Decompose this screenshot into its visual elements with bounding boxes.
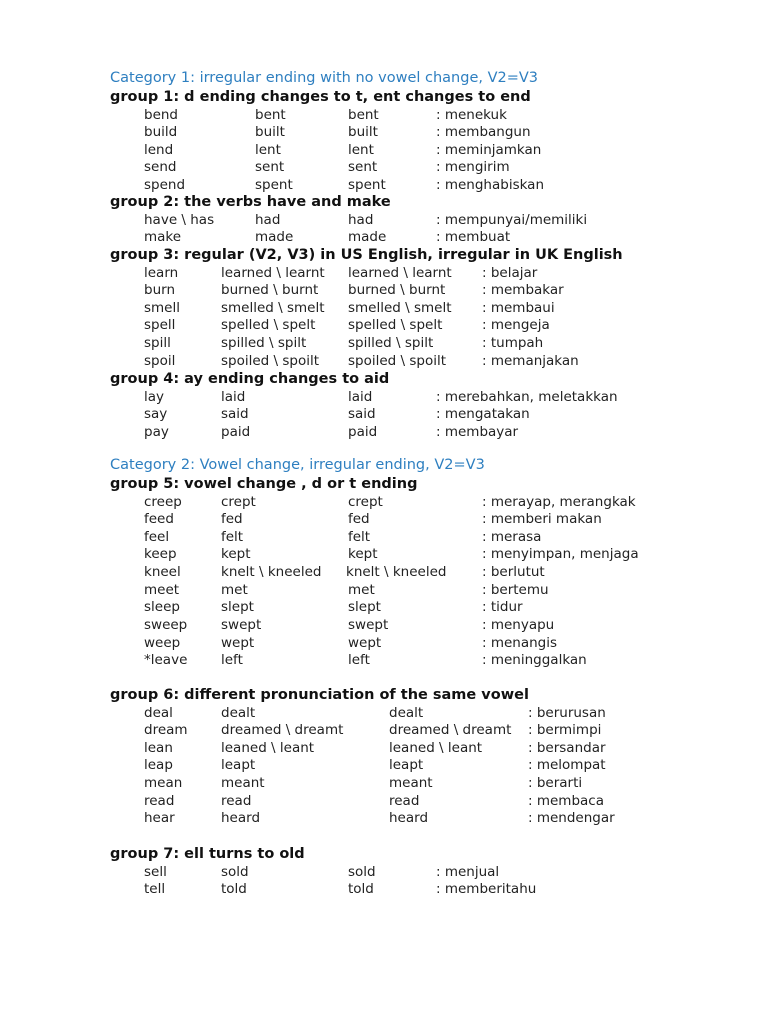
verb-past: spilled \ spilt: [221, 335, 307, 352]
verb-row: [0, 281, 768, 299]
verb-base: sleep: [144, 599, 180, 616]
verb-row: [0, 598, 768, 616]
verb-row: [0, 141, 768, 159]
verb-base: creep: [144, 493, 182, 510]
verb-participle: dealt: [389, 704, 424, 721]
verb-participle: made: [348, 229, 387, 246]
verb-base: burn: [144, 282, 175, 299]
verb-participle: sent: [348, 159, 378, 176]
verb-row: [0, 264, 768, 282]
verb-past: lent: [255, 141, 281, 158]
verb-participle: spilled \ spilt: [348, 335, 434, 352]
verb-row: [0, 651, 768, 669]
group-heading: group 4: ay ending changes to aid: [110, 371, 390, 387]
verb-meaning: : memberitahu: [436, 881, 537, 898]
verb-past: swept: [221, 617, 262, 634]
verb-meaning: : memberi makan: [482, 511, 602, 528]
verb-meaning: : membaui: [482, 299, 555, 316]
verb-base: say: [144, 406, 168, 423]
verb-participle: paid: [348, 423, 378, 440]
verb-past: smelled \ smelt: [221, 299, 325, 316]
verb-meaning: : berurusan: [528, 704, 606, 721]
verb-meaning: : mengeja: [482, 317, 550, 334]
verb-base: sell: [144, 863, 167, 880]
verb-past: heard: [221, 810, 261, 827]
verb-participle: heard: [389, 810, 429, 827]
verb-row: [0, 423, 768, 441]
verb-base: lay: [144, 388, 165, 405]
verb-base: lean: [144, 739, 173, 756]
verb-row: [0, 510, 768, 528]
verb-row: [0, 756, 768, 774]
verb-past: spent: [255, 177, 293, 194]
verb-base: smell: [144, 299, 180, 316]
verb-meaning: : membakar: [482, 282, 564, 299]
verb-past: laid: [221, 388, 246, 405]
verb-row: [0, 158, 768, 176]
verb-meaning: : berlutut: [482, 564, 545, 581]
verb-row: [0, 316, 768, 334]
verb-base: mean: [144, 775, 183, 792]
verb-past: met: [221, 581, 248, 598]
verb-past: bent: [255, 106, 286, 123]
group-heading: group 1: d ending changes to t, ent changes to end: [110, 89, 531, 105]
verb-meaning: : membayar: [436, 423, 519, 440]
verb-meaning: : menyimpan, menjaga: [482, 546, 639, 563]
verb-past: told: [221, 881, 247, 898]
verb-participle: dreamed \ dreamt: [389, 722, 512, 739]
verb-participle: read: [389, 792, 420, 809]
verb-base: send: [144, 159, 177, 176]
verb-participle: left: [348, 652, 370, 669]
verb-meaning: : membuat: [436, 229, 511, 246]
verb-row: [0, 721, 768, 739]
verb-participle: lent: [348, 141, 374, 158]
verb-meaning: : mengatakan: [436, 406, 530, 423]
verb-past: kept: [221, 546, 251, 563]
verb-base: read: [144, 792, 175, 809]
verb-past: dealt: [221, 704, 256, 721]
verb-row: [0, 106, 768, 124]
verb-meaning: : bertemu: [482, 581, 549, 598]
verb-past: slept: [221, 599, 254, 616]
verb-row: [0, 634, 768, 652]
verb-participle: meant: [389, 775, 433, 792]
verb-participle: slept: [348, 599, 381, 616]
verb-participle: knelt \ kneeled: [346, 564, 447, 581]
verb-row: [0, 228, 768, 246]
verb-row: [0, 792, 768, 810]
verb-participle: said: [348, 406, 376, 423]
verb-participle: spent: [348, 177, 386, 194]
verb-base: meet: [144, 581, 180, 598]
verb-base: pay: [144, 423, 169, 440]
verb-past: crept: [221, 493, 256, 510]
verb-past: spelled \ spelt: [221, 317, 316, 334]
group-heading: group 2: the verbs have and make: [110, 194, 391, 210]
verb-participle: bent: [348, 106, 379, 123]
verb-base: hear: [144, 810, 175, 827]
verb-meaning: : mengirim: [436, 159, 510, 176]
verb-participle: swept: [348, 617, 389, 634]
verb-row: [0, 739, 768, 757]
verb-past: read: [221, 792, 252, 809]
verb-past: knelt \ kneeled: [221, 564, 322, 581]
verb-meaning: : bersandar: [528, 739, 606, 756]
verb-base: dream: [144, 722, 188, 739]
verb-base: have \ has: [144, 211, 215, 228]
verb-base: spell: [144, 317, 176, 334]
verb-participle: spoiled \ spoilt: [348, 352, 447, 369]
verb-participle: wept: [348, 634, 382, 651]
verb-base: sweep: [144, 617, 188, 634]
verb-meaning: : menghabiskan: [436, 177, 545, 194]
verb-past: left: [221, 652, 243, 669]
group-heading: group 3: regular (V2, V3) in US English, irregular in UK English: [110, 247, 623, 263]
verb-row: [0, 809, 768, 827]
verb-meaning: : mempunyai/memiliki: [436, 211, 588, 228]
verb-row: [0, 493, 768, 511]
verb-past: burned \ burnt: [221, 282, 319, 299]
verb-row: [0, 299, 768, 317]
verb-row: [0, 581, 768, 599]
verb-base: leap: [144, 757, 173, 774]
verb-meaning: : merasa: [482, 528, 542, 545]
verb-meaning: : membaca: [528, 792, 604, 809]
verb-row: [0, 352, 768, 370]
verb-participle: kept: [348, 546, 378, 563]
verb-past: spoiled \ spoilt: [221, 352, 320, 369]
verb-row: [0, 616, 768, 634]
verb-participle: built: [348, 124, 378, 141]
verb-row: [0, 704, 768, 722]
verb-participle: had: [348, 211, 374, 228]
verb-base: lend: [144, 141, 174, 158]
verb-past: sold: [221, 863, 249, 880]
verb-base: *leave: [144, 652, 188, 669]
verb-meaning: : merayap, merangkak: [482, 493, 636, 510]
verb-meaning: : tumpah: [482, 335, 544, 352]
verb-meaning: : meninggalkan: [482, 652, 587, 669]
verb-past: built: [255, 124, 285, 141]
verb-meaning: : belajar: [482, 264, 538, 281]
verb-row: [0, 176, 768, 194]
group-heading: group 5: vowel change , d or t ending: [110, 476, 418, 492]
category-heading: Category 1: irregular ending with no vowel change, V2=V3: [110, 70, 539, 86]
verb-past: sent: [255, 159, 285, 176]
verb-past: paid: [221, 423, 251, 440]
verb-participle: felt: [348, 528, 371, 545]
verb-row: [0, 528, 768, 546]
verb-meaning: : menjual: [436, 863, 500, 880]
verb-past: meant: [221, 775, 265, 792]
verb-row: [0, 545, 768, 563]
group-heading: group 7: ell turns to old: [110, 846, 305, 862]
verb-meaning: : tidur: [482, 599, 523, 616]
verb-base: bend: [144, 106, 179, 123]
verb-base: make: [144, 229, 182, 246]
verb-base: kneel: [144, 564, 181, 581]
verb-past: learned \ learnt: [221, 264, 325, 281]
verb-participle: spelled \ spelt: [348, 317, 443, 334]
verb-meaning: : merebahkan, meletakkan: [436, 388, 618, 405]
verb-base: feel: [144, 528, 170, 545]
verb-base: spend: [144, 177, 186, 194]
verb-participle: met: [348, 581, 375, 598]
verb-past: made: [255, 229, 294, 246]
verb-base: keep: [144, 546, 177, 563]
verb-past: had: [255, 211, 281, 228]
verb-row: [0, 211, 768, 229]
verb-participle: leapt: [389, 757, 424, 774]
verb-participle: smelled \ smelt: [348, 299, 452, 316]
verb-base: learn: [144, 264, 179, 281]
verb-base: spill: [144, 335, 171, 352]
verb-row: [0, 405, 768, 423]
verb-meaning: : meminjamkan: [436, 141, 542, 158]
verb-meaning: : bermimpi: [528, 722, 602, 739]
verb-participle: sold: [348, 863, 376, 880]
verb-row: [0, 563, 768, 581]
verb-row: [0, 863, 768, 881]
verb-past: felt: [221, 528, 244, 545]
verb-meaning: : memanjakan: [482, 352, 579, 369]
verb-participle: learned \ learnt: [348, 264, 452, 281]
verb-meaning: : menyapu: [482, 617, 555, 634]
verb-participle: fed: [348, 511, 370, 528]
verb-base: build: [144, 124, 178, 141]
verb-row: [0, 334, 768, 352]
verb-row: [0, 123, 768, 141]
verb-base: tell: [144, 881, 166, 898]
verb-past: fed: [221, 511, 243, 528]
verb-participle: burned \ burnt: [348, 282, 446, 299]
verb-meaning: : berarti: [528, 775, 583, 792]
verb-row: [0, 880, 768, 898]
verb-past: wept: [221, 634, 255, 651]
verb-meaning: : membangun: [436, 124, 531, 141]
verb-base: feed: [144, 511, 174, 528]
verb-base: deal: [144, 704, 173, 721]
verb-base: weep: [144, 634, 181, 651]
verb-meaning: : menekuk: [436, 106, 507, 123]
verb-row: [0, 388, 768, 406]
category-heading: Category 2: Vowel change, irregular ending, V2=V3: [110, 457, 485, 473]
verb-participle: laid: [348, 388, 373, 405]
verb-past: dreamed \ dreamt: [221, 722, 344, 739]
group-heading: group 6: different pronunciation of the same vowel: [110, 687, 529, 703]
verb-row: [0, 774, 768, 792]
verb-meaning: : mendengar: [528, 810, 615, 827]
verb-past: said: [221, 406, 249, 423]
verb-past: leaned \ leant: [221, 739, 315, 756]
verb-participle: leaned \ leant: [389, 739, 483, 756]
verb-participle: told: [348, 881, 374, 898]
verb-meaning: : melompat: [528, 757, 606, 774]
verb-base: spoil: [144, 352, 176, 369]
verb-participle: crept: [348, 493, 383, 510]
verb-meaning: : menangis: [482, 634, 558, 651]
verb-past: leapt: [221, 757, 256, 774]
